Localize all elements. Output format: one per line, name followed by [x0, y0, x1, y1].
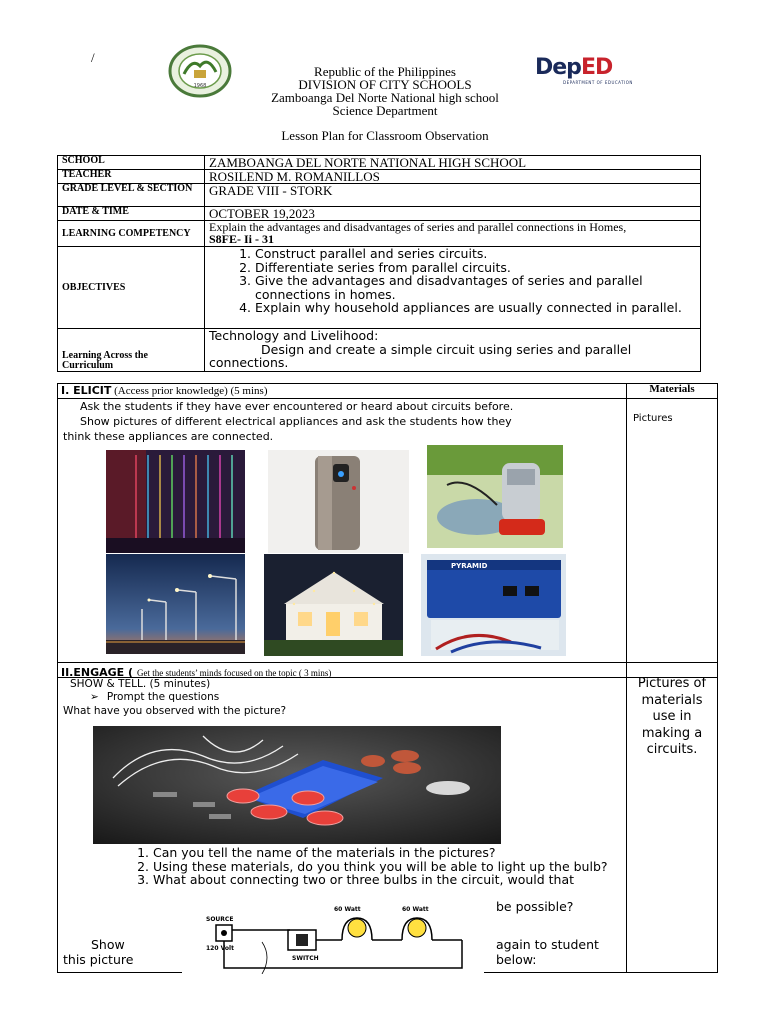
question-item: 3. What about connecting two or three bulbs in the circuit, would that — [153, 873, 667, 887]
school-line: Zamboanga Del Norte National high school — [271, 90, 499, 105]
elicit-materials: Pictures — [633, 413, 673, 424]
competency-label: LEARNING COMPETENCY — [58, 221, 205, 247]
prompt-item: ➢ Prompt the questions — [90, 691, 220, 703]
teacher-value: ROSILEND M. ROMANILLOS — [205, 170, 701, 184]
be-possible-text: be possible? — [496, 899, 574, 914]
objective-item: 3. Give the advantages and disadvantages of series and parallel connections in homes. — [255, 274, 696, 301]
series-circuit-diagram — [182, 902, 484, 974]
objectives-label: OBJECTIVES — [58, 247, 205, 329]
materials-header: Materials — [649, 383, 695, 395]
switch-label: SWITCH — [292, 955, 319, 962]
string-lights-photo — [106, 450, 245, 553]
republic-line: Republic of the Philippines — [314, 64, 456, 79]
question-item: 2. Using these materials, do you think you will be able to light up the bulb? — [153, 860, 667, 874]
school-label: SCHOOL — [58, 156, 205, 170]
source-label: SOURCE — [206, 916, 234, 923]
question-intro: What have you observed with the picture? — [63, 705, 287, 717]
elicit-line-3: think these appliances are connected. — [63, 430, 274, 443]
across-subject: Technology and Livelihood: — [209, 328, 379, 343]
arrow-bullet-icon: ➢ — [90, 691, 99, 703]
show-right-1: again to student — [496, 937, 599, 952]
show-left-2: this picture — [63, 952, 134, 967]
stray-slash: / — [91, 50, 95, 65]
engage-materials: Pictures of materials use in making a circuits. — [637, 676, 707, 757]
elicit-line-2: Show pictures of different electrical appliances and ask the students how they — [80, 415, 512, 428]
across-label: Learning Across the Curriculum — [58, 329, 205, 372]
svg-text:1968: 1968 — [193, 83, 207, 89]
water-heater-photo — [268, 450, 409, 553]
objective-item: 2. Differentiate series from parallel circuits. — [255, 261, 696, 275]
elicit-line-1: Ask the students if they have ever encountered or heard about circuits before. — [80, 400, 514, 413]
show-right-2: below: — [496, 952, 537, 967]
school-value: ZAMBOANGA DEL NORTE NATIONAL HIGH SCHOOL — [205, 156, 701, 170]
show-left-1: Show — [91, 937, 125, 952]
amplifier-photo — [421, 554, 566, 656]
objectives-list — [209, 247, 696, 315]
deped-logo: DepED DEPARTMENT OF EDUCATION — [535, 55, 633, 85]
department-line: Science Department — [332, 103, 438, 118]
watt-label-2: 60 Watt — [402, 906, 429, 913]
grade-value: GRADE VIII - STORK — [205, 184, 701, 207]
across-value — [205, 329, 701, 372]
lesson-info-table — [57, 155, 701, 372]
competency-code: S8FE- Ii - 31 — [209, 232, 275, 246]
objectives-value — [205, 247, 701, 329]
grade-label: GRADE LEVEL & SECTION — [58, 184, 205, 207]
across-text: Design and create a simple circuit using series and parallel connections. — [209, 341, 632, 370]
date-label: DATE & TIME — [58, 207, 205, 221]
show-tell-heading: SHOW & TELL. (5 minutes) — [70, 678, 211, 690]
house-lights-photo — [264, 554, 403, 656]
engage-questions — [106, 846, 667, 887]
engage-heading: II.ENGAGE ( Get the students’ minds focused on the topic ( 3 mins) — [61, 666, 332, 679]
competency-text: Explain the advantages and disadvantages of series and parallel connections in Homes, — [209, 220, 627, 234]
svg-text:PYRAMID: PYRAMID — [451, 562, 488, 570]
water-pump-photo — [427, 445, 563, 548]
circuit-materials-photo — [93, 726, 501, 844]
volt-label: 120 Volt — [206, 945, 234, 952]
street-lights-photo — [106, 554, 245, 654]
question-item: 1. Can you tell the name of the materials in the pictures? — [153, 846, 667, 860]
competency-value — [205, 221, 701, 247]
row-divider — [57, 398, 718, 399]
objective-item: 1. Construct parallel and series circuits. — [255, 247, 696, 261]
elicit-heading: I. ELICIT (Access prior knowledge) (5 mins) — [61, 384, 268, 397]
teacher-label: TEACHER — [58, 170, 205, 184]
date-value: OCTOBER 19,2023 — [205, 207, 701, 221]
objective-item: 4. Explain why household appliances are usually connected in parallel. — [255, 301, 696, 315]
watt-label-1: 60 Watt — [334, 906, 361, 913]
division-line: DIVISION OF CITY SCHOOLS — [298, 77, 472, 92]
document-title: Lesson Plan for Classroom Observation — [281, 128, 489, 143]
